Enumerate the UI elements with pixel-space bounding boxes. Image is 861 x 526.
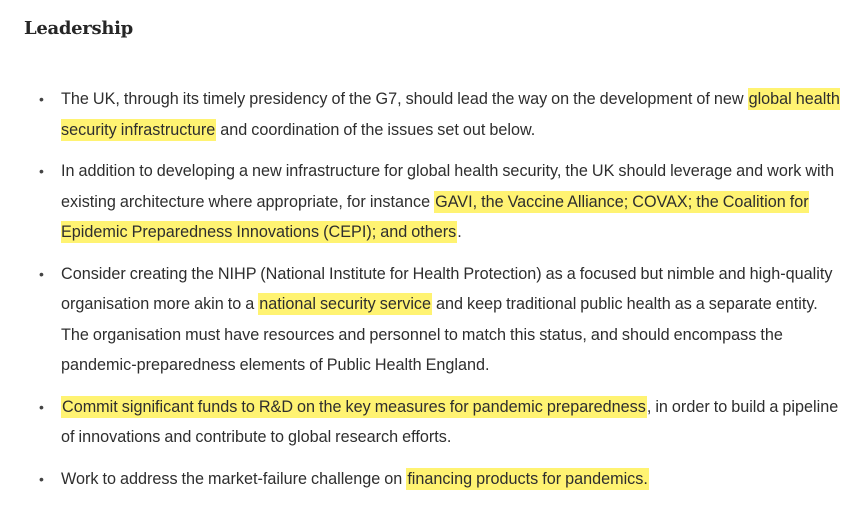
bullet-icon: • (39, 265, 44, 282)
item-text: Consider creating the NIHP (National Institute for Health Protection) as a focused but nimble and high-quality organisation more akin to a (61, 264, 833, 313)
item-text: and keep traditional public health as a separate entity. The organisation must have resources and personnel to match this status, and should encompass the pandemic-preparedness elements of Public Health England. (61, 295, 818, 374)
bullet-icon: • (39, 91, 44, 107)
highlighted-text: global health security infrastructure (61, 90, 840, 139)
list-item (0, 464, 861, 495)
recommendations-list (0, 84, 861, 505)
list-item (0, 156, 861, 248)
highlighted-text: GAVI, the Vaccine Alliance; COVAX; the Coalition for Epidemic Preparedness Innovations (CEPI); and others (61, 192, 809, 241)
item-text: Work to address the market-failure challenge on (61, 469, 407, 488)
bullet-icon: • (39, 398, 44, 415)
list-item (0, 84, 861, 145)
item-text: The UK, through its timely presidency of the G7, should lead the way on the development of new (61, 90, 748, 108)
section-heading: Leadership (24, 18, 133, 39)
item-text: , in order to build a pipeline of innovations and contribute to global research efforts. (61, 397, 839, 446)
bullet-icon: • (39, 163, 44, 179)
highlighted-text: national security service (259, 295, 432, 313)
item-text: In addition to developing a new infrastructure for global health security, the UK should leverage and work with existing architecture where appropriate, for instance (61, 162, 835, 211)
highlighted-text: Commit significant funds to R&D on the key measures for pandemic preparedness (62, 397, 646, 416)
highlighted-text: financing products for pandemics. (407, 469, 648, 488)
item-text: and coordination of the issues set out below. (216, 120, 536, 139)
item-text: . (457, 223, 462, 241)
list-item (0, 259, 861, 381)
list-item (0, 392, 861, 453)
bullet-icon: • (39, 470, 44, 487)
